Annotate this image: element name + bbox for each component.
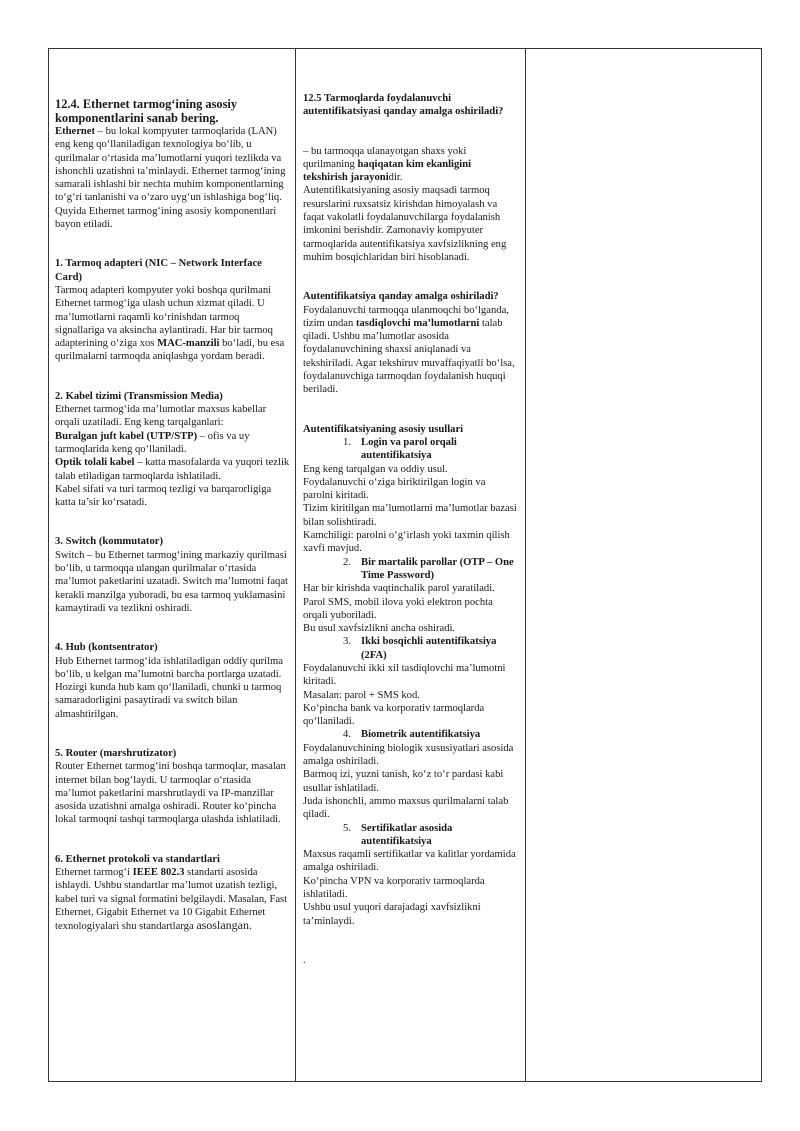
paragraph-utp [55,430,290,457]
auth-def-bold: haqiqatan kim ekanligini tekshirish jarayoni [303,158,472,184]
protocol-text: Ethernet tarmog‘i [55,867,133,879]
auth-def-end: dir. [388,172,403,184]
method-1-line: Eng keng tarqalgan va oddiy usul. [303,463,448,475]
method-3-line: Ko‘pincha bank va korporativ tarmoqlarda qo‘llaniladi. [303,702,485,728]
heading-methods: Autentifikatsiyaning asosiy usullari [303,423,464,435]
method-4-line: Foydalanuvchining biologik xususiyatlari asosida amalga oshiriladi. [303,742,514,768]
optic-text: – katta masofalarda va yuqori tezlik talab etiladigan tarmoqlarda ishlatiladi. [55,457,290,482]
auth-purpose: Autentifikatsiyaning asosiy maqsadi tarmoq resurslarini ruxsatsiz kirishdan himoyalash va faqat vakolatli foydalanuvchilarga foydalanish imkonini berishdir. Zamonaviy kompyuter tarmoqlarida autentifikatsiya xavfsizlikning eng muhim bosqichlaridan biri hisoblanadi. [303,185,507,263]
intro-text: – bu lokal kompyuter tarmoqlarida (LAN) eng keng qo‘llaniladigan texnologiya bo‘lib, u qurilmalar o‘rtasida ma’lumotlarni yuqori tezlikda va ishonchli uzatishni ta’minlaydi. Ethernet tarmog‘ining samarali ishlashi bir nechta muhim komponentlarning to‘g‘ri tanlanishi va o‘zaro uyg‘un ishlashiga bog‘liq. [55,126,286,204]
section-title-12-4: 12.4. Ethernet tarmog‘ining asosiy komponentlarini sanab bering. [55,97,238,125]
intro-paragraph [55,125,290,205]
how-text-end: talab qiladi. Ushbu ma’lumotlar asosida foydalanuvchining shaxsi aniqlanadi va tekshiriladi. Agar tekshiruv muvaffaqiyatli bo‘lsa, foydalanuvchiga tarmoqdan foydalanish huquqi beriladi. [303,317,515,396]
how-bold: tasdiqlovchi ma’lumotlarni [355,317,480,329]
nic-text: Tarmoq adapteri kompyuter yoki boshqa qurilmani Ethernet tarmog‘iga ulash uchun xizmat qiladi. U ma’lumotlarni raqamli ko‘rinishdan tarmoq signallariga va aksincha aylantiradi. Har bir tarmoq adapterining o‘ziga xos [55,284,273,350]
term-ethernet: Ethernet [55,126,96,137]
method-3-line: Masalan: parol + SMS kod. [303,689,420,701]
term-optic: Optik tolali kabel [55,457,135,469]
heading-how: Autentifikatsiya qanday amalga oshiriladi? [303,291,499,303]
protocol-text-2: standarti asosida ishlaydi. Ushbu standartlar ma’lumot uzatish tezligi, kabel turi va signal formatini belgilaydi. Masalan, Fast Ethernet, Gigabit Ethernet va 10 Gigabit Ethernet texnologiyalari shu standartlarga [55,867,288,933]
paragraph-hub: Hub Ethernet tarmog‘ida ishlatiladigan oddiy qurilma bo‘lib, u kelgan ma’lumotni barcha portlarga uzatadi. Hozirgi kunda hub kam qo‘llaniladi, chunki u tarmoq samaradorligini pasaytiradi va switch bilan almashtirilgan. [55,655,284,720]
method-5-title: Sertifikatlar asosida autentifikatsiya [361,822,453,847]
paragraph-router: Router Ethernet tarmog‘ini boshqa tarmoqlar, masalan internet bilan bog‘laydi. U tarmoqlar o‘rtasida ma’lumot paketlarini marshrutlaydi va IP-manzillar asosida uzatishni amalga oshiradi. Router ko‘pincha lokal tarmoqni tashqi tarmoqlarga ulashda ishlatiladi. [55,761,286,826]
auth-definition [303,145,518,185]
method-1-title: Login va parol orqali autentifikatsiya [361,436,457,462]
heading-router: 5. Router (marshrutizator) [55,747,177,759]
paragraph-cable: Ethernet tarmog‘ida ma’lumotlar maxsus kabellar orqali uzatiladi. Eng keng tarqalganlari: [55,404,267,429]
heading-hub: 4. Hub (kontsentrator) [55,642,158,654]
how-text: Foydalanuvchi tarmoqqa ulanmoqchi bo‘lganda, tizim undan [303,304,509,329]
column-divider-2 [525,48,526,1082]
method-5-line: Ushbu usul yuqori darajadagi xavfsizlikni ta’minlaydi. [303,902,481,927]
intro-paragraph-2: Quyida Ethernet tarmog‘ining asosiy komponentlari bayon etiladi. [55,205,277,231]
term-mac: MAC-manzili [157,338,220,350]
method-2-line: Har bir kirishda vaqtinchalik parol yaratiladi. [303,583,495,595]
column-authentication [303,92,518,967]
method-1-line: Kamchiligi: parolni o‘g‘irlash yoki taxmin qilish xavfi mavjud. [303,530,510,555]
heading-cable: 2. Kabel tizimi (Transmission Media) [55,390,223,402]
method-4-line: Barmoq izi, yuzni tanish, ko‘z to‘r pardasi kabi usullar ishlatiladi. [303,769,504,794]
paragraph-nic [55,284,290,364]
method-4-title: Biometrik autentifikatsiya [361,729,481,741]
method-1-line: Tizim kiritilgan ma’lumotlarni ma’lumotlar bazasi bilan solishtiradi. [303,503,517,528]
method-3-title: Ikki bosqichli autentifikatsiya (2FA) [361,636,497,661]
method-4-line: Juda ishonchli, ammo maxsus qurilmalarni talab qiladi. [303,795,509,821]
method-5-line: Maxsus raqamli sertifikatlar va kalitlar yordamida amalga oshiriladi. [303,849,516,874]
heading-nic: 1. Tarmoq adapteri (NIC – Network Interface Card) [55,258,262,283]
method-2-line: Parol SMS, mobil ilova yoki elektron pochta orqali yuboriladi. [303,596,493,621]
method-4-heading [303,728,518,741]
method-1-heading [303,436,518,463]
auth-def-text: – bu tarmoqqa ulanayotgan shaxs yoki qurilmaning [303,145,467,170]
column-ethernet-components [55,97,290,934]
end-mark: . [303,954,306,966]
paragraph-cable-quality: Kabel sifati va turi tarmoq tezligi va barqarorligiga katta ta’sir ko‘rsatadi. [55,483,272,509]
method-1-number: 1. [343,436,351,448]
heading-protocol: 6. Ethernet protokoli va standartlari [55,853,220,865]
method-2-heading [303,556,518,583]
method-2-number: 2. [343,556,351,568]
column-divider-1 [295,48,296,1082]
method-2-title: Bir martalik parollar (OTP – One Time Password) [361,556,514,581]
method-5-line: Ko‘pincha VPN va korporativ tarmoqlarda ishlatiladi. [303,875,485,901]
method-4-number: 4. [343,729,351,741]
method-3-heading [303,635,518,662]
method-3-line: Foydalanuvchi ikki xil tasdiqlovchi ma’lumotni kiritadi. [303,662,506,688]
method-5-number: 5. [343,822,351,834]
paragraph-optic [55,456,290,483]
method-3-number: 3. [343,636,351,648]
term-ieee: IEEE 802.3 [132,867,185,879]
paragraph-protocol [55,866,290,933]
method-2-line: Bu usul xavfsizlikni ancha oshiradi. [303,623,456,635]
nic-text-end: bo‘ladi, bu esa qurilmalarni tarmoqda aniqlashga yordam beradi. [55,338,285,363]
protocol-text-end: asoslangan. [196,918,252,933]
heading-switch: 3. Switch (kommutator) [55,536,163,548]
section-title-12-5: 12.5 Tarmoqlarda foydalanuvchi autentifikatsiyasi qanday amalga oshiriladi? [303,93,504,118]
term-utp: Buralgan juft kabel (UTP/STP) [55,430,198,442]
method-1-line: Foydalanuvchi o‘ziga biriktirilgan login va parolni kiritadi. [303,476,486,502]
utp-text: – ofis va uy tarmoqlarida keng qo‘llaniladi. [55,430,250,455]
paragraph-how [303,304,518,397]
method-5-heading [303,822,518,849]
paragraph-switch: Switch – bu Ethernet tarmog‘ining markaziy qurilmasi bo‘lib, u tarmoqqa ulangan qurilmalar o‘rtasida ma’lumot paketlarini uzatadi. Switch ma’lumotni faqat kerakli manzilga yuboradi, bu esa tarmoq yuklamasini kamaytiradi va tezlikni oshiradi. [55,549,288,614]
